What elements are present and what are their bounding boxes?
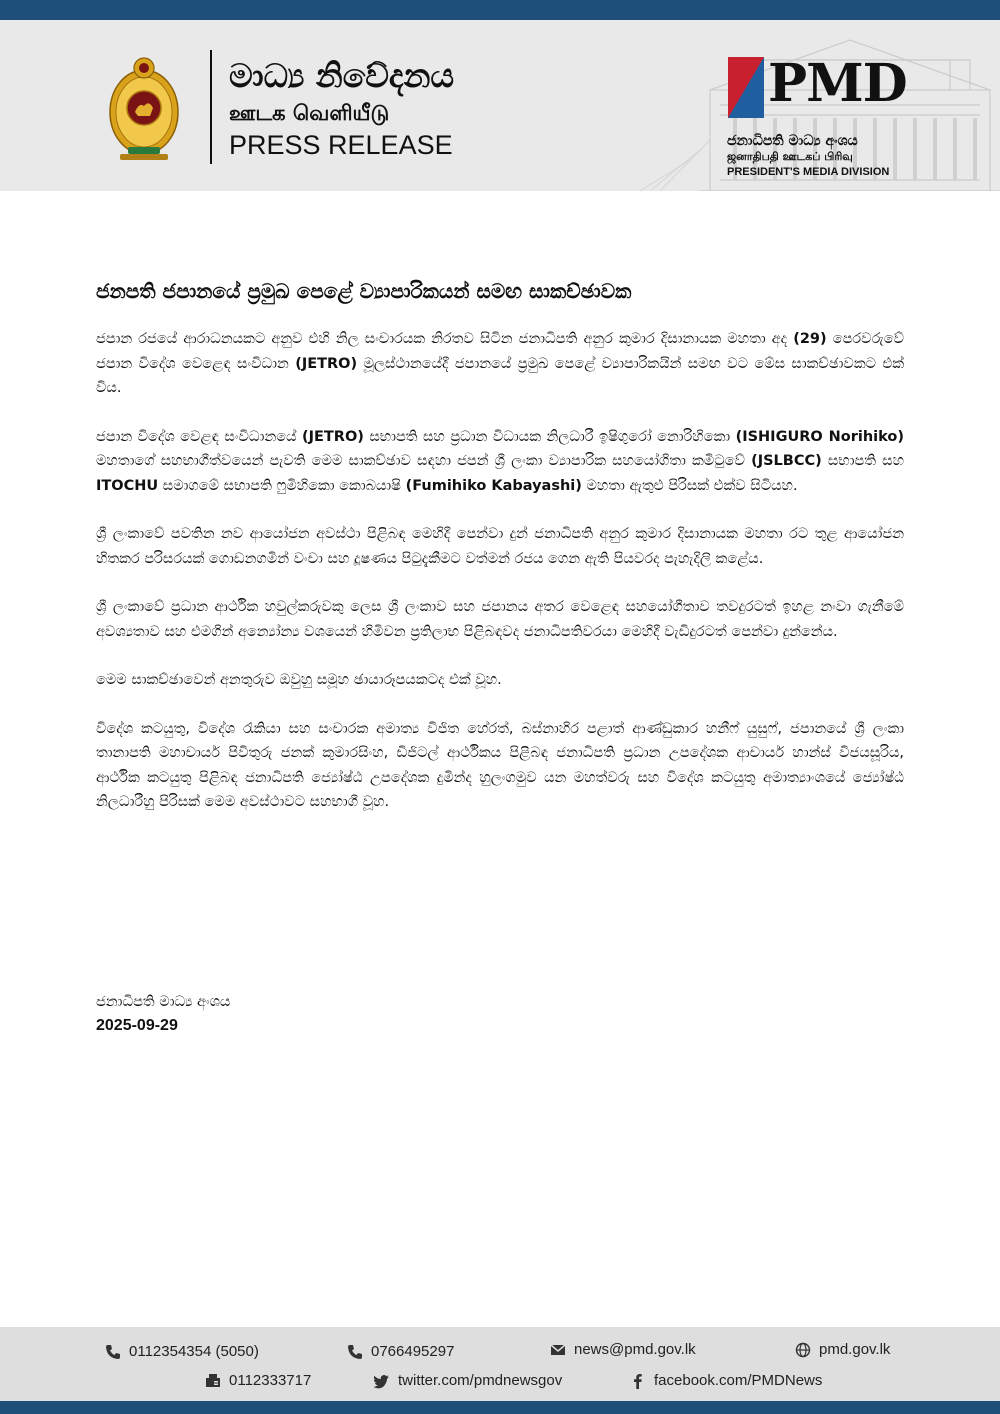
email-text: news@pmd.gov.lk <box>574 1341 696 1358</box>
footer-phone-1[interactable] <box>105 1343 259 1360</box>
press-release-title <box>229 56 454 162</box>
signoff-name: ජනාධිපති මාධ්‍ය අංශය <box>96 994 231 1010</box>
twitter-text: twitter.com/pmdnewsgov <box>398 1372 563 1389</box>
signoff <box>96 990 230 1038</box>
text-run: පෙරවරුවේ ජපාන විදේශ වෙළෙඳ සංවිධාන <box>96 331 905 372</box>
text-run: මහතාගේ සහභාගීත්වයෙන් පැවති මෙම සාකච්ඡාව සඳහා ජපන් ශ්‍රී ලංකා ව්‍යාපාරික සහයෝගිතා කමිටුවේ <box>96 453 752 469</box>
text-run: සභාපති සහ ප්‍රධාන විධායක නිලධාරී ඉෂිගුරෝ නොරිහිකො <box>363 428 736 445</box>
bold-run: (JSLBCC) <box>751 453 822 469</box>
pmd-division-name <box>727 132 889 180</box>
pmd-logo-text: PMD <box>768 53 907 114</box>
footer-email[interactable] <box>550 1341 696 1358</box>
phone-1-text: 0112354354 (5050) <box>129 1343 259 1360</box>
title-english: PRESS RELEASE <box>229 130 453 160</box>
paragraph-4: ශ්‍රී ලංකාවේ ප්‍රධාන ආර්ථික හවුල්කරුවකු ලෙස ශ්‍රී ලංකාව සහ ජපානය අතර වෙළෙඳ සහයෝගීතාව තවදුරටත් ඉහළ නංවා ගැනීමේ අවශ්‍යතාව සහ එමගින් අන්‍යෝන්‍ය වශයෙන් හිමිවන ප්‍රතිලාභ පිළිබඳවද ජනාධිපතිවරයා මෙහිදී වැඩිදුරටත් පෙන්වා දුන්නේය. <box>96 599 904 640</box>
text-run: ජපාන විදේශ වෙළඳ සංවිධානයේ <box>96 428 302 445</box>
text-run: මූලස්ථානයේදී ජපානයේ ප්‍රමුඛ පෙළේ ව්‍යාපාරිකයින් සමඟ වට මේස සාකච්ඡාවකට එක් විය. <box>96 355 904 396</box>
paragraph-5: මෙම සාකච්ඡාවෙන් අනතුරුව ඔවුහු සමූහ ඡායාරූපයකටද එක් වූහ. <box>96 672 502 688</box>
sri-lanka-emblem-icon <box>104 50 184 162</box>
title-sinhala: මාධ්‍ය නිවේදනය <box>229 56 455 95</box>
footer-bottom-bar <box>0 1401 1000 1414</box>
title-tamil: ஊடக வெளியீடு <box>229 101 390 125</box>
footer-facebook[interactable] <box>630 1372 822 1389</box>
text-run: සමාගමේ සභාපති ෆුමිහිකො කොබයාෂි <box>158 477 406 494</box>
paragraph-6: විදේශ කටයුතු, විදේශ රැකියා සහ සංචාරක අමාත්‍ය විජිත හේරත්, බස්නාහිර පළාත් ආණ්ඩුකාර හනීෆ් යුසුෆ්, ජපානයේ ශ්‍රී ලංකා තානාපති මහාචාර්ය පිවිතුරු ජනක් කුමාරසිංහ, ඩිජිටල් ආර්ථිකය පිළිබඳ ජනාධිපති ප්‍රධාන උපදේශක ආචාර්ය හාන්ස් විජයසූරිය, ආර්ථික කටයුතු පිළිබඳ ජනාධිපති ජ්‍යෝෂ්ඨ උපදේශක දුමින්ද හුලංගමුව යන මහත්වරු සහ විදේශ කටයුතු අමාත්‍යාංශයේ ජ්‍යෝෂ්ඨ නිලධාරීහු පිරිසක් මෙම අවස්ථාවට සහභාගී වූහ. <box>96 720 904 810</box>
pmd-logo-mark-icon <box>728 57 764 118</box>
website-text: pmd.gov.lk <box>819 1341 891 1358</box>
twitter-icon <box>374 1373 390 1389</box>
pmd-name-tamil: ஜனாதிபதி ஊடகப் பிரிவு <box>727 150 853 163</box>
envelope-icon <box>550 1342 566 1358</box>
article-body <box>96 327 904 839</box>
paragraph-2 <box>96 425 904 499</box>
text-run: ජපාන රජයේ ආරාධනයකට අනුව එහි නිල සංචාරයක නිරතව සිටින ජනාධිපති අනුර කුමාර දිසානායක මහතා අද <box>96 331 794 347</box>
facebook-icon <box>630 1373 646 1389</box>
article-headline: ජනපති ජපානයේ ප්‍රමුඛ පෙළේ ව්‍යාපාරිකයන් සමඟ සාකච්ඡාවක <box>96 279 632 303</box>
bold-run: (Fumihiko Kabayashi) <box>405 477 582 494</box>
footer-twitter[interactable] <box>374 1372 562 1389</box>
footer-fax <box>205 1372 311 1389</box>
pmd-name-english: PRESIDENT'S MEDIA DIVISION <box>727 166 890 178</box>
bold-run: (JETRO) <box>301 428 364 445</box>
paragraph-1 <box>96 327 904 401</box>
contact-footer <box>0 1327 1000 1401</box>
phone-2-text: 0766495297 <box>371 1343 455 1360</box>
header-divider <box>210 50 212 164</box>
bold-run: (29) <box>793 331 827 347</box>
bold-run: ITOCHU <box>96 477 159 494</box>
bold-run: (ISHIGURO Norihiko) <box>735 428 904 445</box>
letterhead <box>0 20 1000 191</box>
signoff-date: 2025-09-29 <box>96 1017 178 1034</box>
fax-icon <box>205 1373 221 1389</box>
text-run: සභාපති සහ <box>821 453 904 469</box>
phone-icon <box>105 1344 121 1360</box>
phone-icon <box>347 1344 363 1360</box>
text-run: මහතා ඇතුළු පිරිසක් එක්ව සිටියහ. <box>581 477 798 494</box>
pmd-name-sinhala: ජනාධිපති මාධ්‍ය අංශය <box>727 133 858 149</box>
globe-icon <box>795 1342 811 1358</box>
footer-website[interactable] <box>795 1341 890 1358</box>
paragraph-3: ශ්‍රී ලංකාවේ පවතින නව ආයෝජන අවස්ථා පිළිබඳ මෙහිදී පෙන්වා දුන් ජනාධිපති අනුර කුමාර දිසානායක මහතා රට තුළ ආයෝජන හිතකර පරිසරයක් ගොඩනගමින් වංචා සහ දූෂණය පිටුදැකීමට වත්මන් රජය ගෙන ඇති පියවරද පැහැදිලි කළේය. <box>96 526 904 567</box>
footer-phone-2[interactable] <box>347 1343 454 1360</box>
fax-text: 0112333717 <box>229 1372 312 1389</box>
facebook-text: facebook.com/PMDNews <box>654 1372 823 1389</box>
bold-run: (JETRO) <box>295 355 358 372</box>
header-top-bar <box>0 0 1000 20</box>
